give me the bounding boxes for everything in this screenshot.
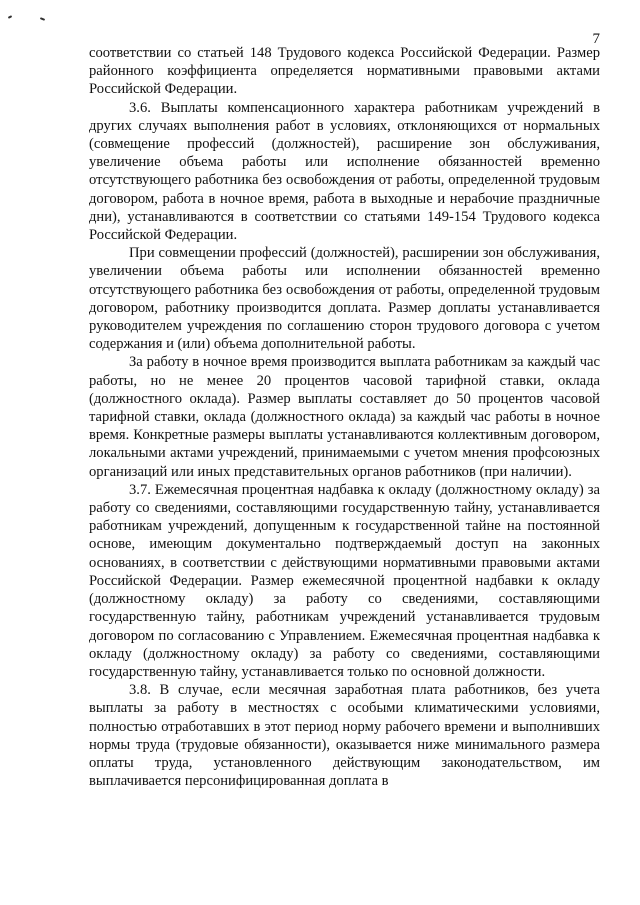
paragraph-combining-duties: При совмещении профессий (должностей), расширении зон обслуживания, увеличении объема работы или исполнении обязанностей временно отсутствующего работника без освобождения от работы, определенной трудовым договором, работнику производится доплата. Размер доплаты устанавливается руководителем учреждения по соглашению сторон трудового договора с учетом содержания и (или) объема дополнительной работы. — [89, 245, 600, 353]
page-number: 7 — [592, 31, 600, 47]
paragraph-continuation: соответствии со статьей 148 Трудового кодекса Российской Федерации. Размер районного коэффициента определяется нормативными правовыми актами Российской Федерации. — [89, 45, 600, 98]
paragraph-3-7: 3.7. Ежемесячная процентная надбавка к окладу (должностному окладу) за работу со сведениями, составляющими государственную тайну, устанавливается работникам учреждений, допущенным к государственной тайне на постоянной основе, имеющим документально подтверждаемый доступ на законных основаниях, в соответствии с действующими нормативными правовыми актами Российской Федерации. Размер ежемесячной процентной надбавки к окладу (должностному окладу) за работу со сведениями, составляющими государственную тайну, работникам учреждений устанавливается трудовым договором по согласованию с Управлением. Ежемесячная процентная надбавка к окладу (должностному окладу) за работу со сведениями, составляющими государственную тайну, устанавливается только по основной должности. — [89, 481, 600, 680]
paragraph-3-8: 3.8. В случае, если месячная заработная плата работников, без учета выплаты за работу в местностях с особыми климатическими условиями, полностью отработавших в этот период норму рабочего времени и выполнивших нормы труда (трудовые обязанности), оказывается ниже минимального размера оплаты труда, установленного действующим законодательством, им выплачивается персонифицированная доплата в — [89, 682, 600, 790]
scan-mark — [8, 15, 12, 19]
paragraph-night-work: За работу в ночное время производится выплата работникам за каждый час работы, но не менее 20 процентов часовой тарифной ставки, оклада (должностного оклада). Размер выплаты составляет до 50 процентов часовой тарифной ставки, оклада (должностного оклада) за каждый час работы в ночное время. Конкретные размеры выплаты устанавливаются коллективным договором, локальными актами учреждений, принимаемыми с учетом мнения профсоюзных организаций или иных представительных органов работников (при наличии). — [89, 354, 600, 480]
document-body — [89, 44, 600, 790]
scan-mark — [40, 17, 45, 21]
paragraph-3-6: 3.6. Выплаты компенсационного характера работникам учреждений в других случаях выполнения работ в условиях, отклоняющихся от нормальных (совмещение профессий (должностей), расширение зон обслуживания, увеличение объема работы или исполнение обязанностей временно отсутствующего работника без освобождения от работы, определенной трудовым договором, работа в ночное время, работа в выходные и нерабочие праздничные дни), устанавливаются в соответствии со статьями 149-154 Трудового кодекса Российской Федерации. — [89, 99, 600, 244]
